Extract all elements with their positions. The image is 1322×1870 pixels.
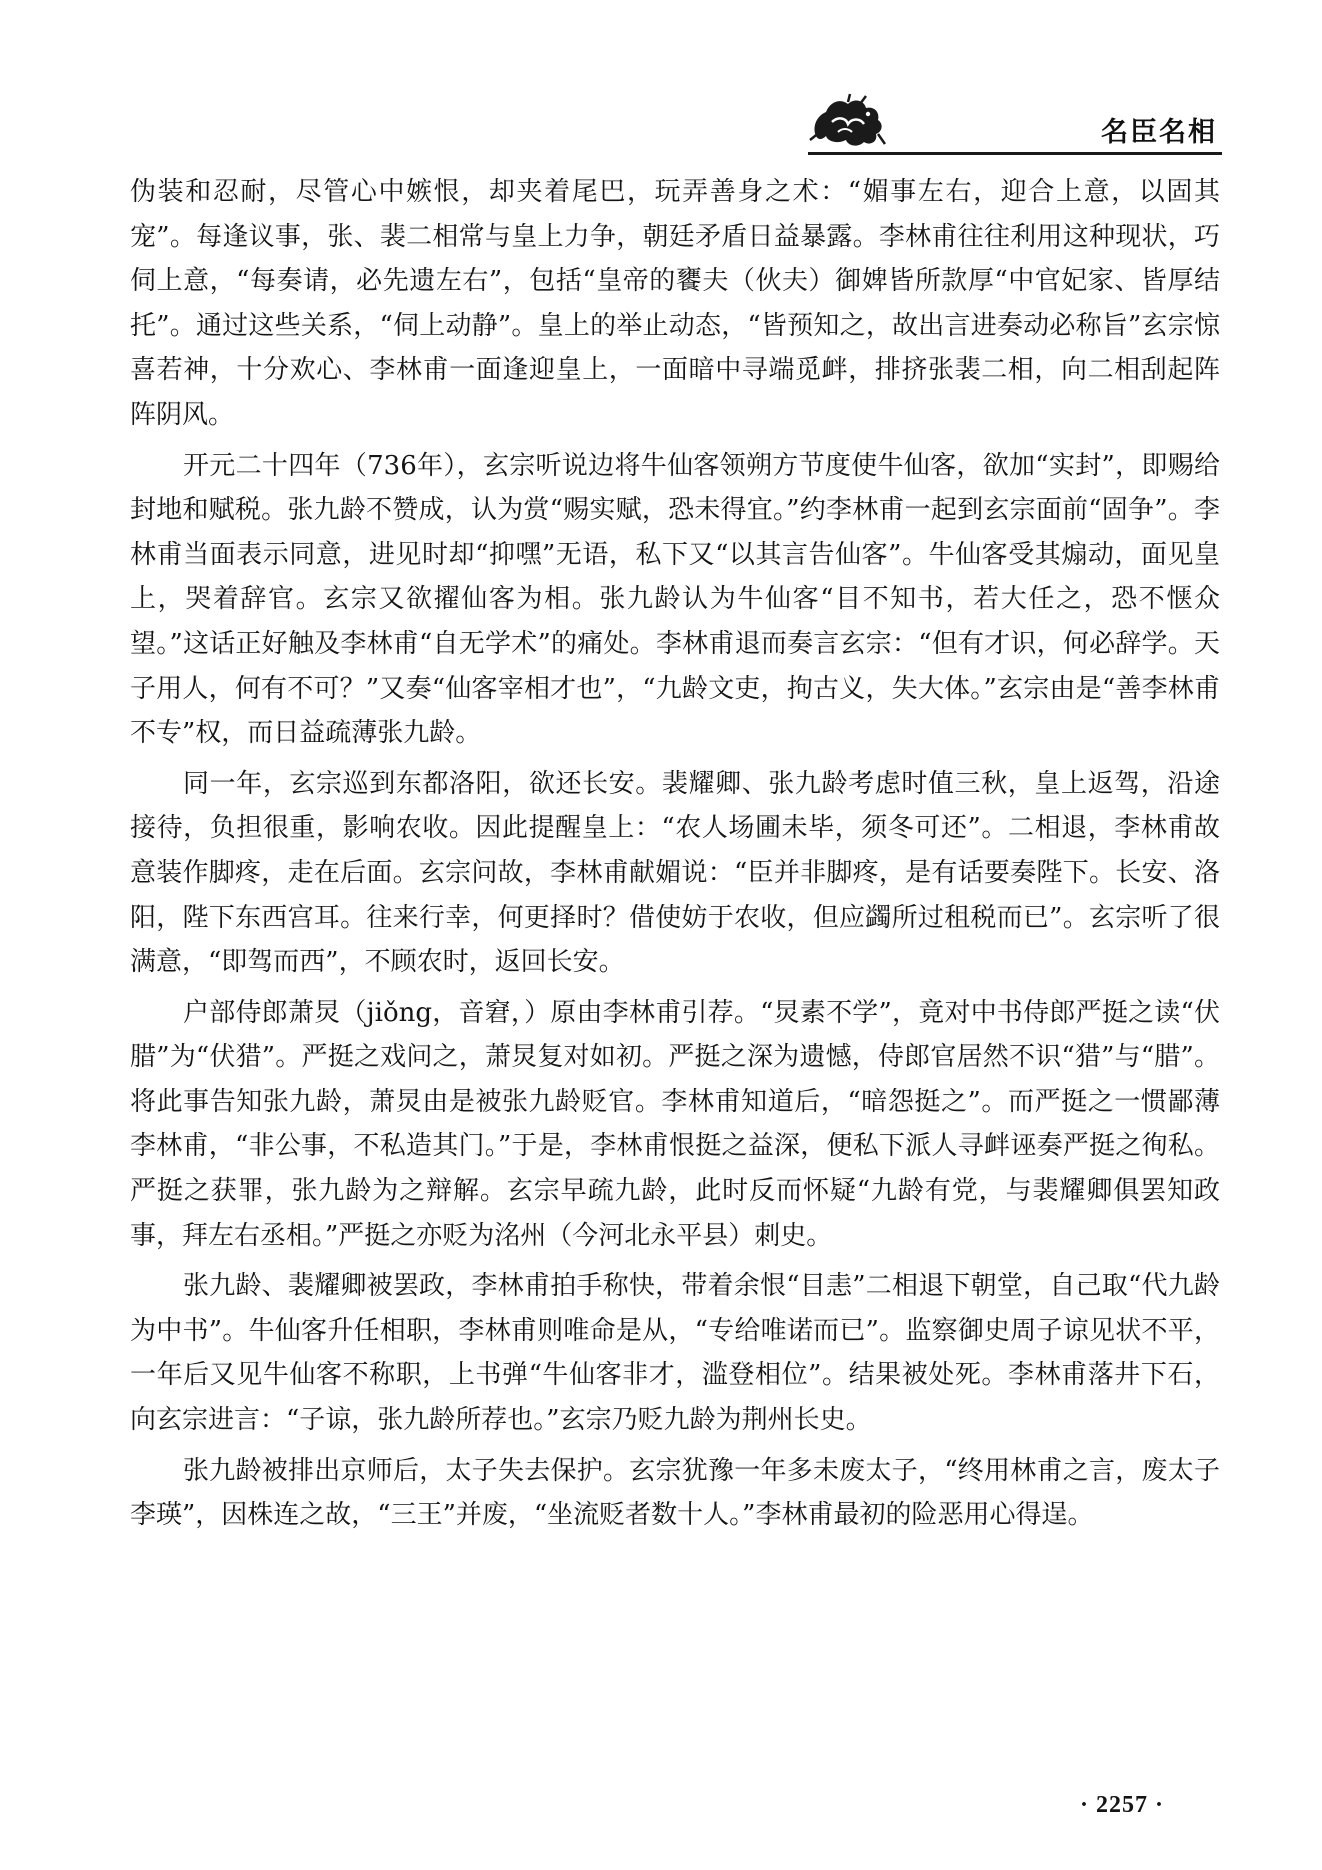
page-number: · 2257 · xyxy=(1080,1792,1165,1818)
dragon-icon xyxy=(808,92,886,150)
paragraph-5: 张九龄、裴耀卿被罢政，李林甫拍手称快，带着余恨“目恚”二相退下朝堂，自己取“代九龄为中书”。牛仙客升任相职，李林甫则唯命是从，“专给唯诺而已”。监察御史周子谅见状不平，一年后又见牛仙客不称职，上书弹“牛仙客非才，滥登相位”。结果被处死。李林甫落井下石，向玄宗进言：“子谅，张九龄所荐也。”玄宗乃贬九龄为荆州长史。 xyxy=(130,1271,1220,1436)
article-body xyxy=(130,170,1220,1544)
paragraph-4: 户部侍郎萧炅（jiǒng，音窘，）原由李林甫引荐。“炅素不学”，竟对中书侍郎严挺之读“伏腊”为“伏猎”。严挺之戏问之，萧炅复对如初。严挺之深为遗憾，侍郎官居然不识“猎”与“腊”。将此事告知张九龄，萧炅由是被张九龄贬官。李林甫知道后，“暗怨挺之”。而严挺之一惯鄙薄李林甫，“非公事，不私造其门。”于是，李林甫恨挺之益深，便私下派人寻衅诬奏严挺之徇私。严挺之获罪，张九龄为之辩解。玄宗早疏九龄，此时反而怀疑“九龄有党，与裴耀卿俱罢知政事，拜左右丞相。”严挺之亦贬为洺州（今河北永平县）刺史。 xyxy=(130,997,1220,1251)
paragraph-3: 同一年，玄宗巡到东都洛阳，欲还长安。裴耀卿、张九龄考虑时值三秋，皇上返驾，沿途接待，负担很重，影响农收。因此提醒皇上：“农人场圃未毕，须冬可还”。二相退，李林甫故意装作脚疼，走在后面。玄宗问故，李林甫献媚说：“臣并非脚疼，是有话要奏陛下。长安、洛阳，陛下东西宫耳。往来行幸，何更择时？借使妨于农收，但应蠲所过租税而已”。玄宗听了很满意，“即驾而西”，不顾农时，返回长安。 xyxy=(130,768,1220,978)
paragraph-6: 张九龄被排出京师后，太子失去保护。玄宗犹豫一年多未废太子，“终用林甫之言，废太子李瑛”，因株连之故，“三王”并废，“坐流贬者数十人。”李林甫最初的险恶用心得逞。 xyxy=(130,1455,1220,1531)
page-header xyxy=(0,0,1322,160)
header-rule xyxy=(808,152,1222,155)
paragraph-2: 开元二十四年（736年），玄宗听说边将牛仙客领朔方节度使牛仙客，欲加“实封”，即赐给封地和赋税。张九龄不赞成，认为赏“赐实赋，恐未得宜。”约李林甫一起到玄宗面前“固争”。李林甫当面表示同意，进见时却“抑嘿”无语，私下又“以其言告仙客”。牛仙客受其煽动，面见皇上，哭着辞官。玄宗又欲擢仙客为相。张九龄认为牛仙客“目不知书，若大任之，恐不惬众望。”这话正好触及李林甫“自无学术”的痛处。李林甫退而奏言玄宗：“但有才识，何必辞学。天子用人，何有不可？”又奏“仙客宰相才也”，“九龄文吏，拘古义，失大体。”玄宗由是“善李林甫不专”权，而日益疏薄张九龄。 xyxy=(130,450,1220,749)
header-title: 名臣名相 xyxy=(1101,117,1217,148)
paragraph-1: 伪装和忍耐，尽管心中嫉恨，却夹着尾巴，玩弄善身之术：“媚事左右，迎合上意，以固其宠”。每逢议事，张、裴二相常与皇上力争，朝廷矛盾日益暴露。李林甫往往利用这种现状，巧伺上意，“每奏请，必先遗左右”，包括“皇帝的饔夫（伙夫）御婢皆所款厚“中官妃家、皆厚结托”。通过这些关系，“伺上动静”。皇上的举止动态，“皆预知之，故出言进奏动必称旨”玄宗惊喜若神，十分欢心、李林甫一面逢迎皇上，一面暗中寻端觅衅，排挤张裴二相，向二相刮起阵阵阴风。 xyxy=(130,177,1220,430)
